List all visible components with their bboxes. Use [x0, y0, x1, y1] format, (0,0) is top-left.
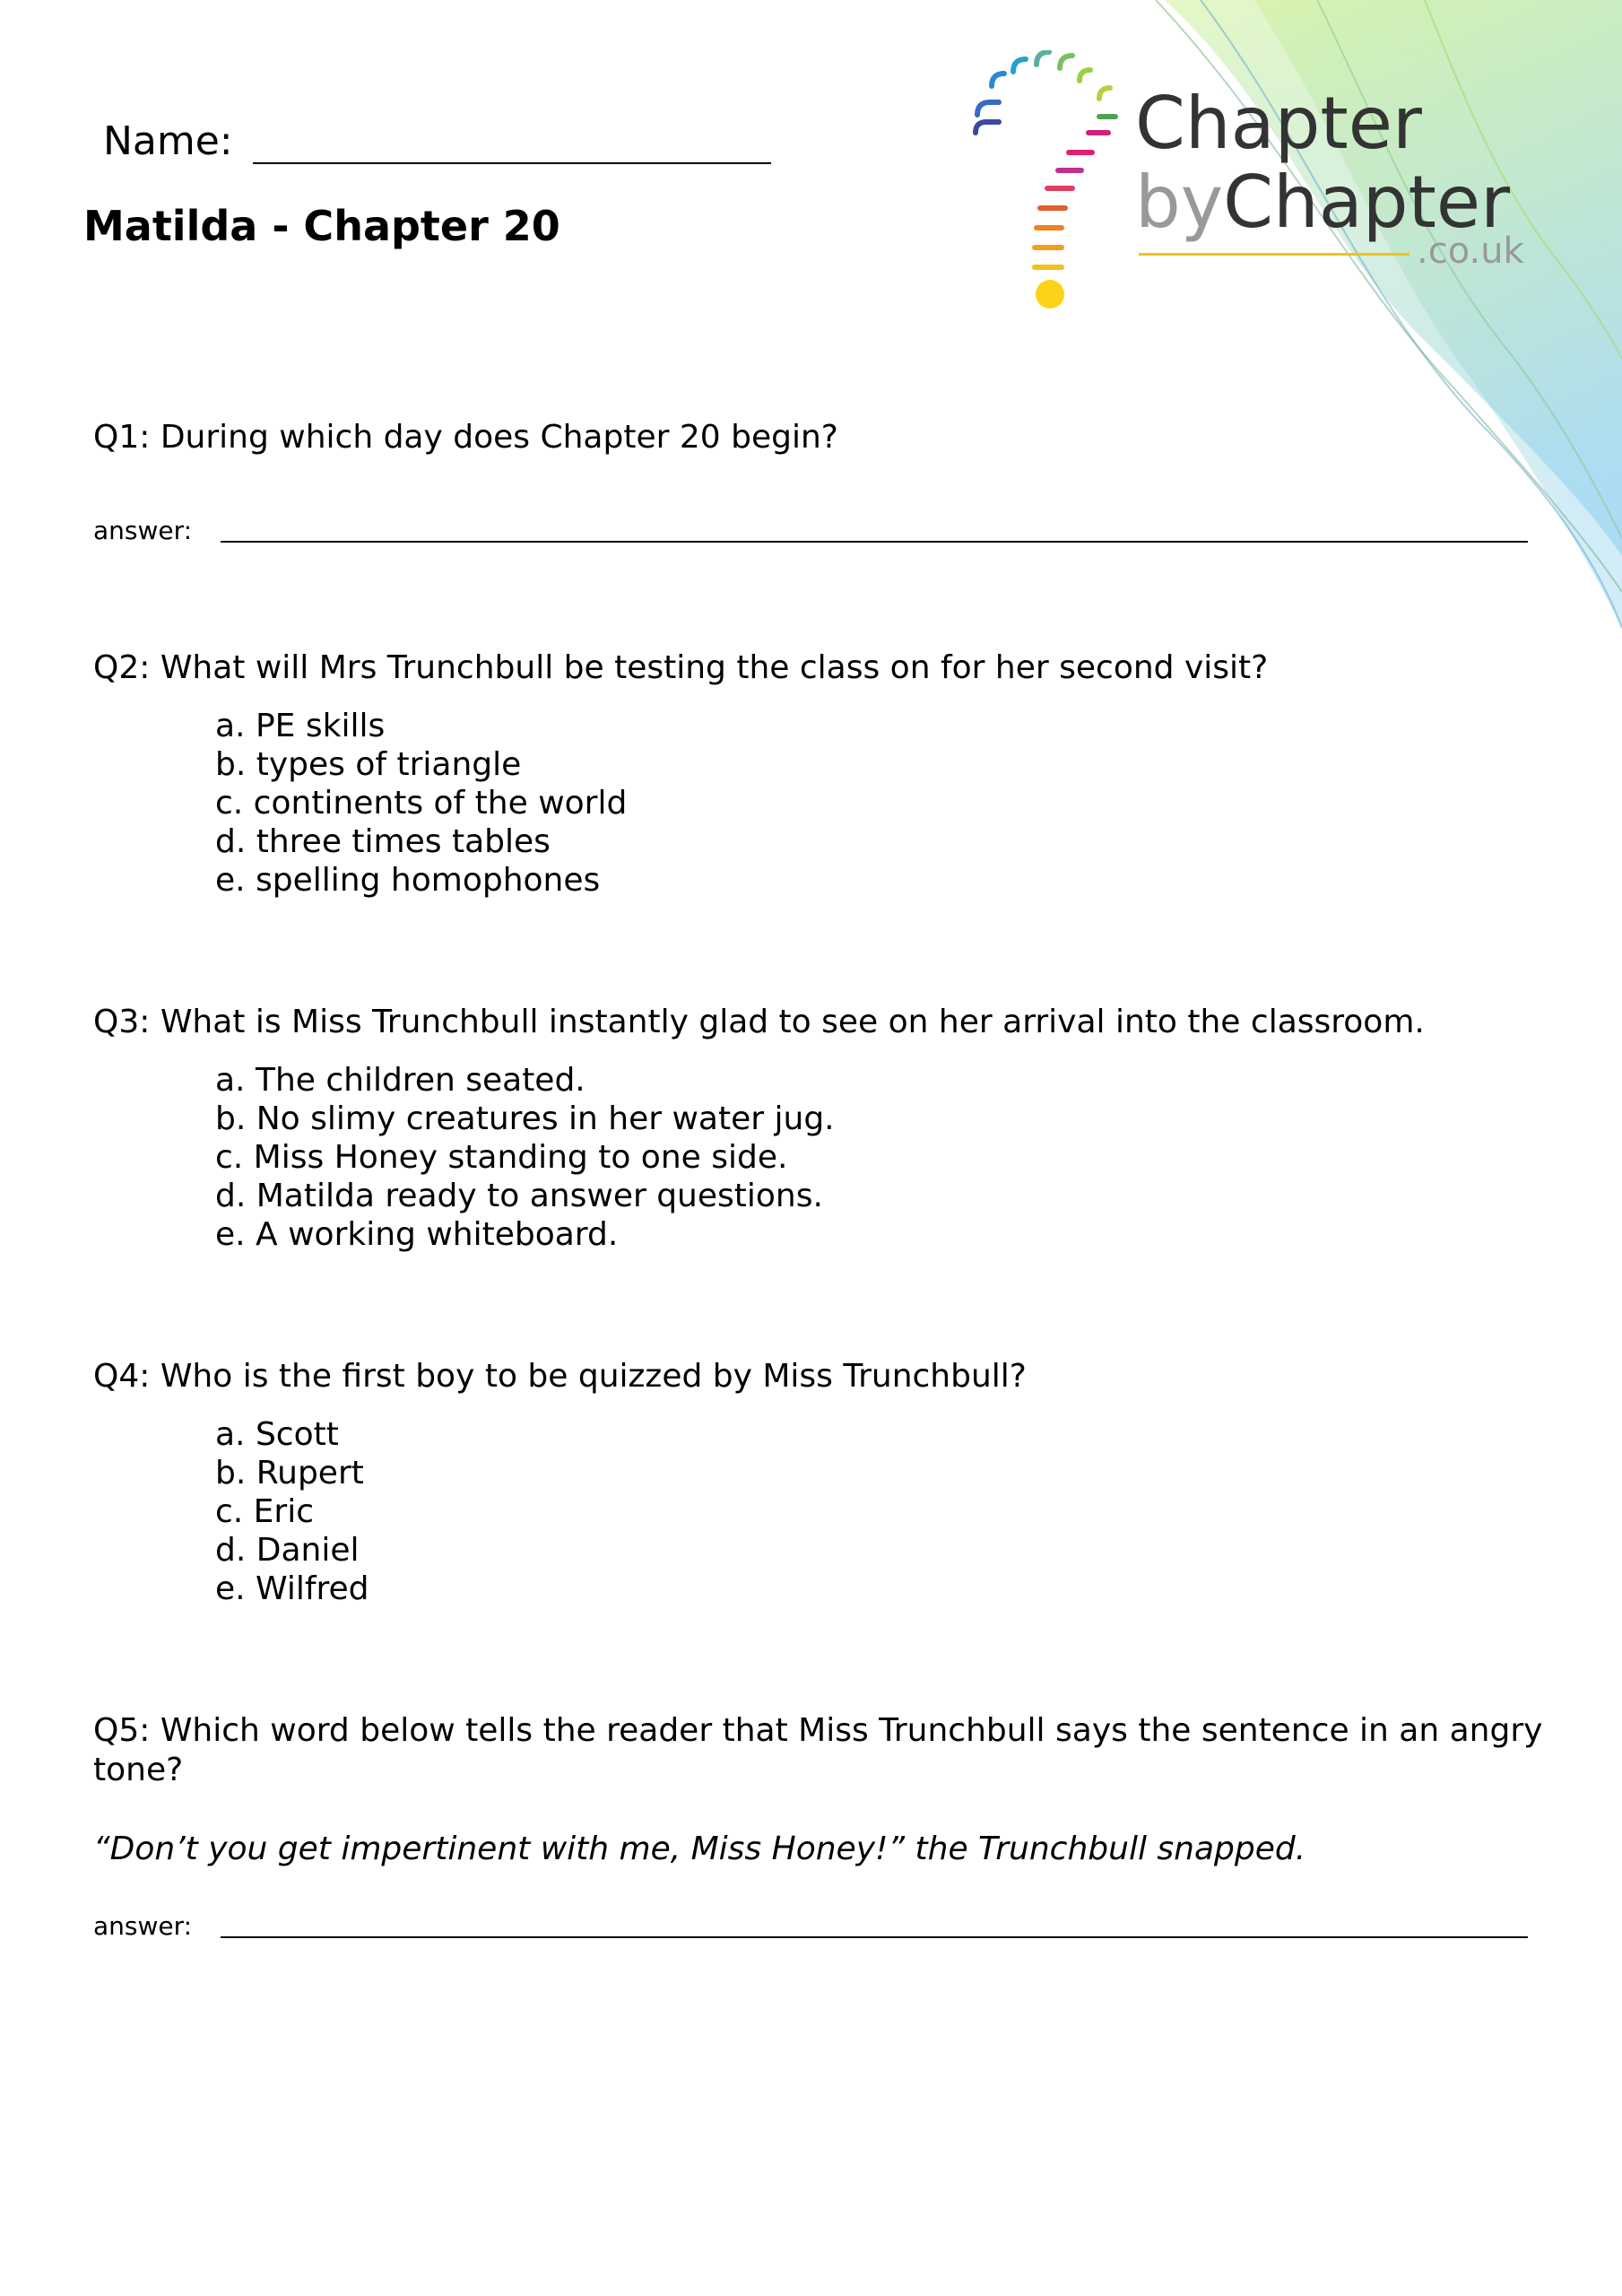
option-e[interactable]: e. Wilfred — [215, 1570, 369, 1607]
answer-line-1[interactable] — [221, 541, 1528, 543]
logo-word-by-chapter — [1135, 161, 1510, 244]
option-c[interactable]: c. Eric — [215, 1493, 315, 1530]
option-d[interactable]: d. three times tables — [215, 823, 551, 860]
answer-line-5[interactable] — [221, 1936, 1528, 1938]
option-c[interactable]: c. continents of the world — [215, 785, 628, 822]
name-field-line[interactable] — [253, 162, 771, 164]
option-a[interactable]: a. Scott — [215, 1416, 339, 1453]
logo-word-chapter: Chapter — [1135, 82, 1422, 165]
option-e[interactable]: e. A working whiteboard. — [215, 1216, 619, 1253]
question-5-quote: “Don’t you get impertinent with me, Miss Honey!” the Trunchbull snapped. — [93, 1831, 1306, 1867]
question-2: Q2: What will Mrs Trunchbull be testing the class on for her second visit? — [93, 649, 1269, 686]
option-b[interactable]: b. Rupert — [215, 1455, 364, 1492]
question-4: Q4: Who is the first boy to be quizzed by Miss Trunchbull? — [93, 1358, 1027, 1395]
option-a[interactable]: a. PE skills — [215, 708, 386, 744]
logo-domain: .co.uk — [1417, 230, 1524, 272]
logo-word-by: by — [1135, 161, 1224, 244]
answer-label-1: answer: — [93, 516, 193, 545]
option-a[interactable]: a. The children seated. — [215, 1062, 585, 1099]
option-c[interactable]: c. Miss Honey standing to one side. — [215, 1139, 788, 1176]
question-mark-logo-icon — [965, 50, 1135, 310]
logo-word-chapter-2: Chapter — [1223, 161, 1510, 244]
option-d[interactable]: d. Matilda ready to answer questions. — [215, 1178, 823, 1214]
question-5: Q5: Which word below tells the reader that Miss Trunchbull says the sentence in an angry tone? — [93, 1712, 1543, 1788]
question-1: Q1: During which day does Chapter 20 begin? — [93, 419, 838, 456]
option-b[interactable]: b. types of triangle — [215, 746, 522, 783]
question-3-options — [215, 1061, 835, 1254]
question-4-options — [215, 1415, 369, 1608]
question-2-options — [215, 707, 627, 900]
option-d[interactable]: d. Daniel — [215, 1532, 360, 1569]
option-e[interactable]: e. spelling homophones — [215, 862, 601, 899]
option-b[interactable]: b. No slimy creatures in her water jug. — [215, 1100, 835, 1137]
logo-underline — [1139, 253, 1409, 256]
question-3: Q3: What is Miss Trunchbull instantly glad to see on her arrival into the classroom. — [93, 1004, 1425, 1040]
chapter-by-chapter-logo — [965, 50, 1539, 319]
name-label: Name: — [103, 118, 233, 164]
page-title: Matilda - Chapter 20 — [83, 202, 560, 250]
answer-label-5: answer: — [93, 1911, 193, 1941]
